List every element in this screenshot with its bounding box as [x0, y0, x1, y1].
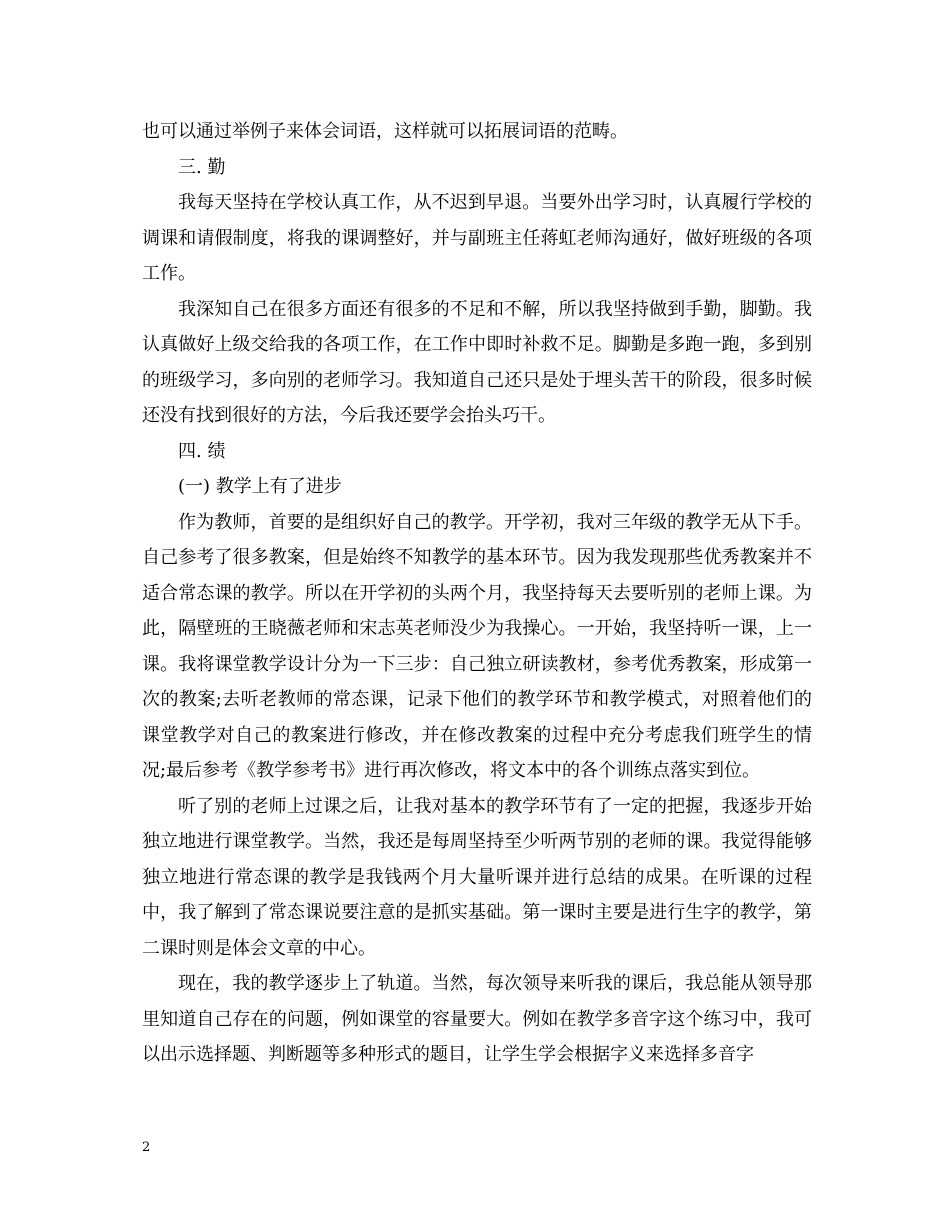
page-number: 2 — [142, 1140, 151, 1155]
paragraph-teaching-start: 作为教师，首要的是组织好自己的教学。开学初，我对三年级的教学无从下手。自己参考了很多教案，但是始终不知教学的基本环节。因为我发现那些优秀教案并不适合常态课的教学。所以在开学初的头两个月，我坚持每天去要听别的老师上课。为此，隔壁班的王晓薇老师和宋志英老师没少为我操心。一开始，我坚持听一课，上一课。我将课堂教学设计分为一下三步：自己独立研读教材，参考优秀教案，形成第一次的教案;去听老教师的常态课，记录下他们的教学环节和教学模式，对照着他们的课堂教学对自己的教案进行修改，并在修改教案的过程中充分考虑我们班学生的情况;最后参考《教学参考书》进行再次修改，将文本中的各个训练点落实到位。 — [142, 511, 812, 781]
paragraph-independent-teaching: 听了别的老师上过课之后，让我对基本的教学环节有了一定的把握，我逐步开始独立地进行课堂教学。当然，我还是每周坚持至少听两节别的老师的课。我觉得能够独立地进行常态课的教学是我钱两个月大量听课并进行总结的成果。在听课的过程中，我了解到了常态课说要注意的是抓实基础。第一课时主要是进行生字的教学，第二课时则是体会文章的中心。 — [142, 795, 812, 959]
paragraph-continuation: 也可以通过举例子来体会词语，这样就可以拓展词语的范畴。 — [142, 121, 628, 142]
body-text — [142, 114, 812, 1073]
section-heading-diligence: 三. 勤 — [178, 156, 226, 178]
paragraph-attendance: 我每天坚持在学校认真工作，从不迟到早退。当要外出学习时，认真履行学校的调课和请假制度，将我的课调整好，并与副班主任蒋虹老师沟通好，做好班级的各项工作。 — [142, 192, 812, 284]
section-heading-achievements: 四. 绩 — [178, 440, 226, 462]
paragraph-current-progress: 现在，我的教学逐步上了轨道。当然，每次领导来听我的课后，我总能从领导那里知道自己存在的问题，例如课堂的容量要大。例如在教学多音字这个练习中，我可以出示选择题、判断题等多种形式的题目，让学生学会根据字义来选择多音字 — [142, 973, 812, 1065]
subsection-heading-teaching: (一) 教学上有了进步 — [178, 476, 342, 497]
paragraph-hands-feet: 我深知自己在很多方面还有很多的不足和不解，所以我坚持做到手勤，脚勤。我认真做好上级交给我的各项工作，在工作中即时补救不足。脚勤是多跑一跑，多到别的班级学习，多向别的老师学习。我知道自己还只是处于埋头苦干的阶段，很多时候还没有找到很好的方法，今后我还要学会抬头巧干。 — [142, 298, 812, 426]
